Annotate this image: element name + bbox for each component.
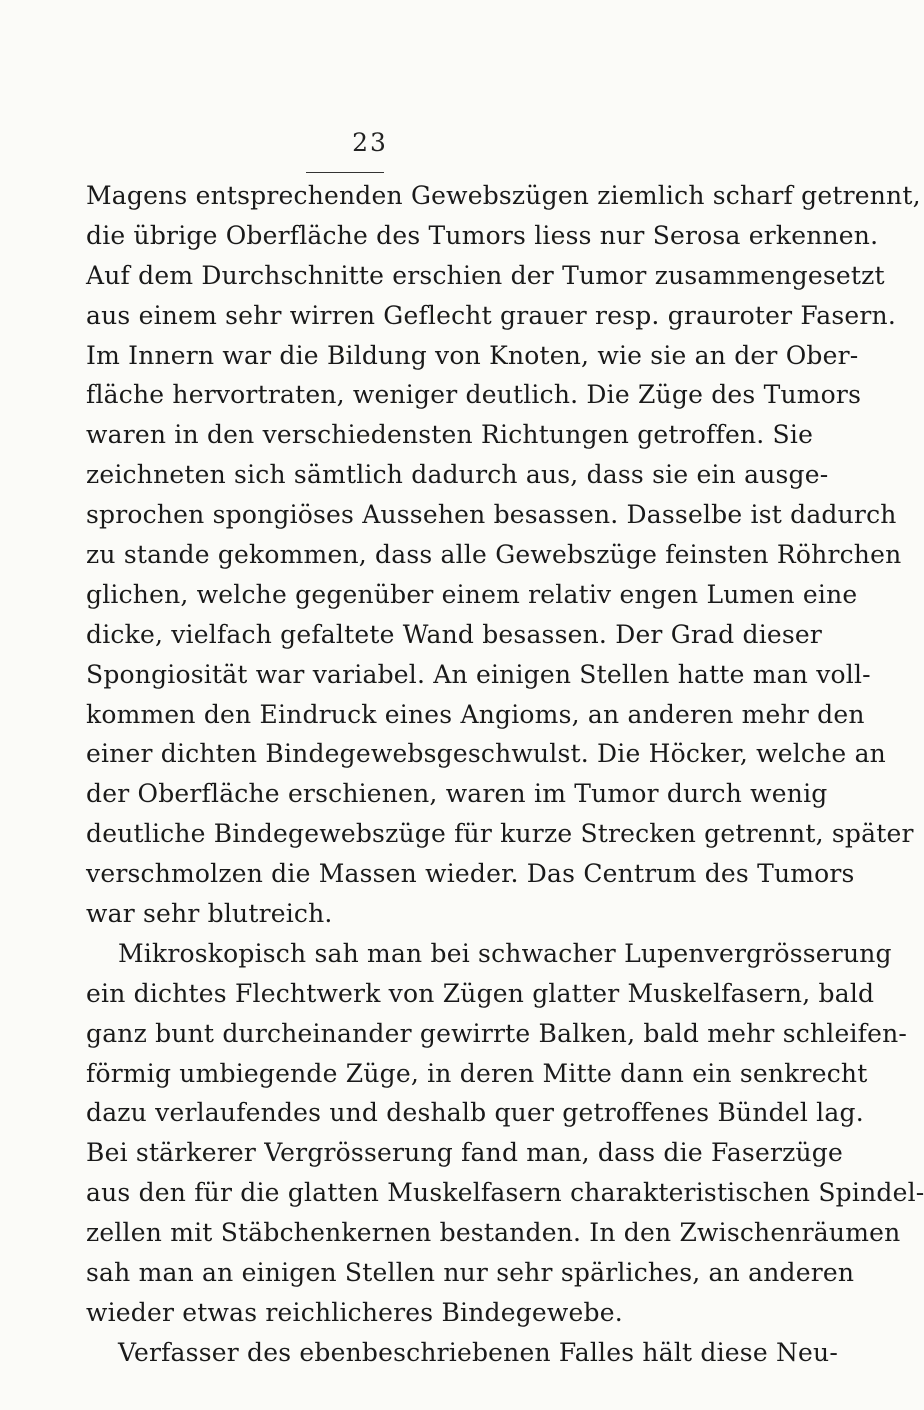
text-line: Mikroskopisch sah man bei schwacher Lupenvergrösserung xyxy=(118,938,892,968)
text-line: verschmolzen die Massen wieder. Das Centrum des Tumors xyxy=(86,859,855,889)
text-line: deutliche Bindegewebszüge für kurze Strecken getrennt, später xyxy=(86,819,914,849)
page-number-rule xyxy=(306,172,384,173)
text-line: fläche hervortraten, weniger deutlich. Die Züge des Tumors xyxy=(86,380,862,410)
text-line: ganz bunt durcheinander gewirrte Balken, bald mehr schleifen- xyxy=(86,1018,908,1048)
text-line: sah man an einigen Stellen nur sehr spärliches, an anderen xyxy=(86,1258,855,1288)
text-line: Bei stärkerer Vergrösserung fand man, dass die Faserzüge xyxy=(86,1138,843,1168)
text-line: dicke, vielfach gefaltete Wand besassen. Der Grad dieser xyxy=(86,619,823,649)
text-line: die übrige Oberfläche des Tumors liess nur Serosa erkennen. xyxy=(86,220,879,250)
body-text xyxy=(86,176,924,1373)
text-line: Verfasser des ebenbeschriebenen Falles hält diese Neu- xyxy=(118,1337,838,1367)
text-line: zu stande gekommen, dass alle Gewebszüge feinsten Röhrchen xyxy=(86,540,902,570)
text-line: sprochen spongiöses Aussehen besassen. Dasselbe ist dadurch xyxy=(86,500,897,530)
text-line: aus einem sehr wirren Geflecht grauer resp. grauroter Fasern. xyxy=(86,300,896,330)
text-line: wieder etwas reichlicheres Bindegewebe. xyxy=(86,1297,623,1327)
text-line: Auf dem Durchschnitte erschien der Tumor zusammengesetzt xyxy=(86,260,885,290)
text-line: ein dichtes Flechtwerk von Zügen glatter Muskelfasern, bald xyxy=(86,978,875,1008)
text-line: waren in den verschiedensten Richtungen getroffen. Sie xyxy=(86,420,814,450)
page-number: 23 xyxy=(352,128,388,157)
text-line: Spongiosität war variabel. An einigen Stellen hatte man voll- xyxy=(86,659,871,689)
text-line: dazu verlaufendes und deshalb quer getroffenes Bündel lag. xyxy=(86,1098,864,1128)
text-line: glichen, welche gegenüber einem relativ engen Lumen eine xyxy=(86,579,858,609)
text-line: war sehr blutreich. xyxy=(86,899,333,929)
text-line: einer dichten Bindegewebsgeschwulst. Die Höcker, welche an xyxy=(86,739,886,769)
text-line: aus den für die glatten Muskelfasern charakteristischen Spindel- xyxy=(86,1178,924,1208)
text-line: Magens entsprechenden Gewebszügen ziemlich scharf getrennt, xyxy=(86,181,921,210)
text-line: Im Innern war die Bildung von Knoten, wie sie an der Ober- xyxy=(86,340,859,370)
text-line: zeichneten sich sämtlich dadurch aus, dass sie ein ausge- xyxy=(86,460,829,490)
text-line: zellen mit Stäbchenkernen bestanden. In den Zwischenräumen xyxy=(86,1218,901,1248)
text-line: förmig umbiegende Züge, in deren Mitte dann ein senkrecht xyxy=(86,1058,868,1088)
text-line: der Oberfläche erschienen, waren im Tumor durch wenig xyxy=(86,779,828,809)
text-line: kommen den Eindruck eines Angioms, an anderen mehr den xyxy=(86,699,865,729)
